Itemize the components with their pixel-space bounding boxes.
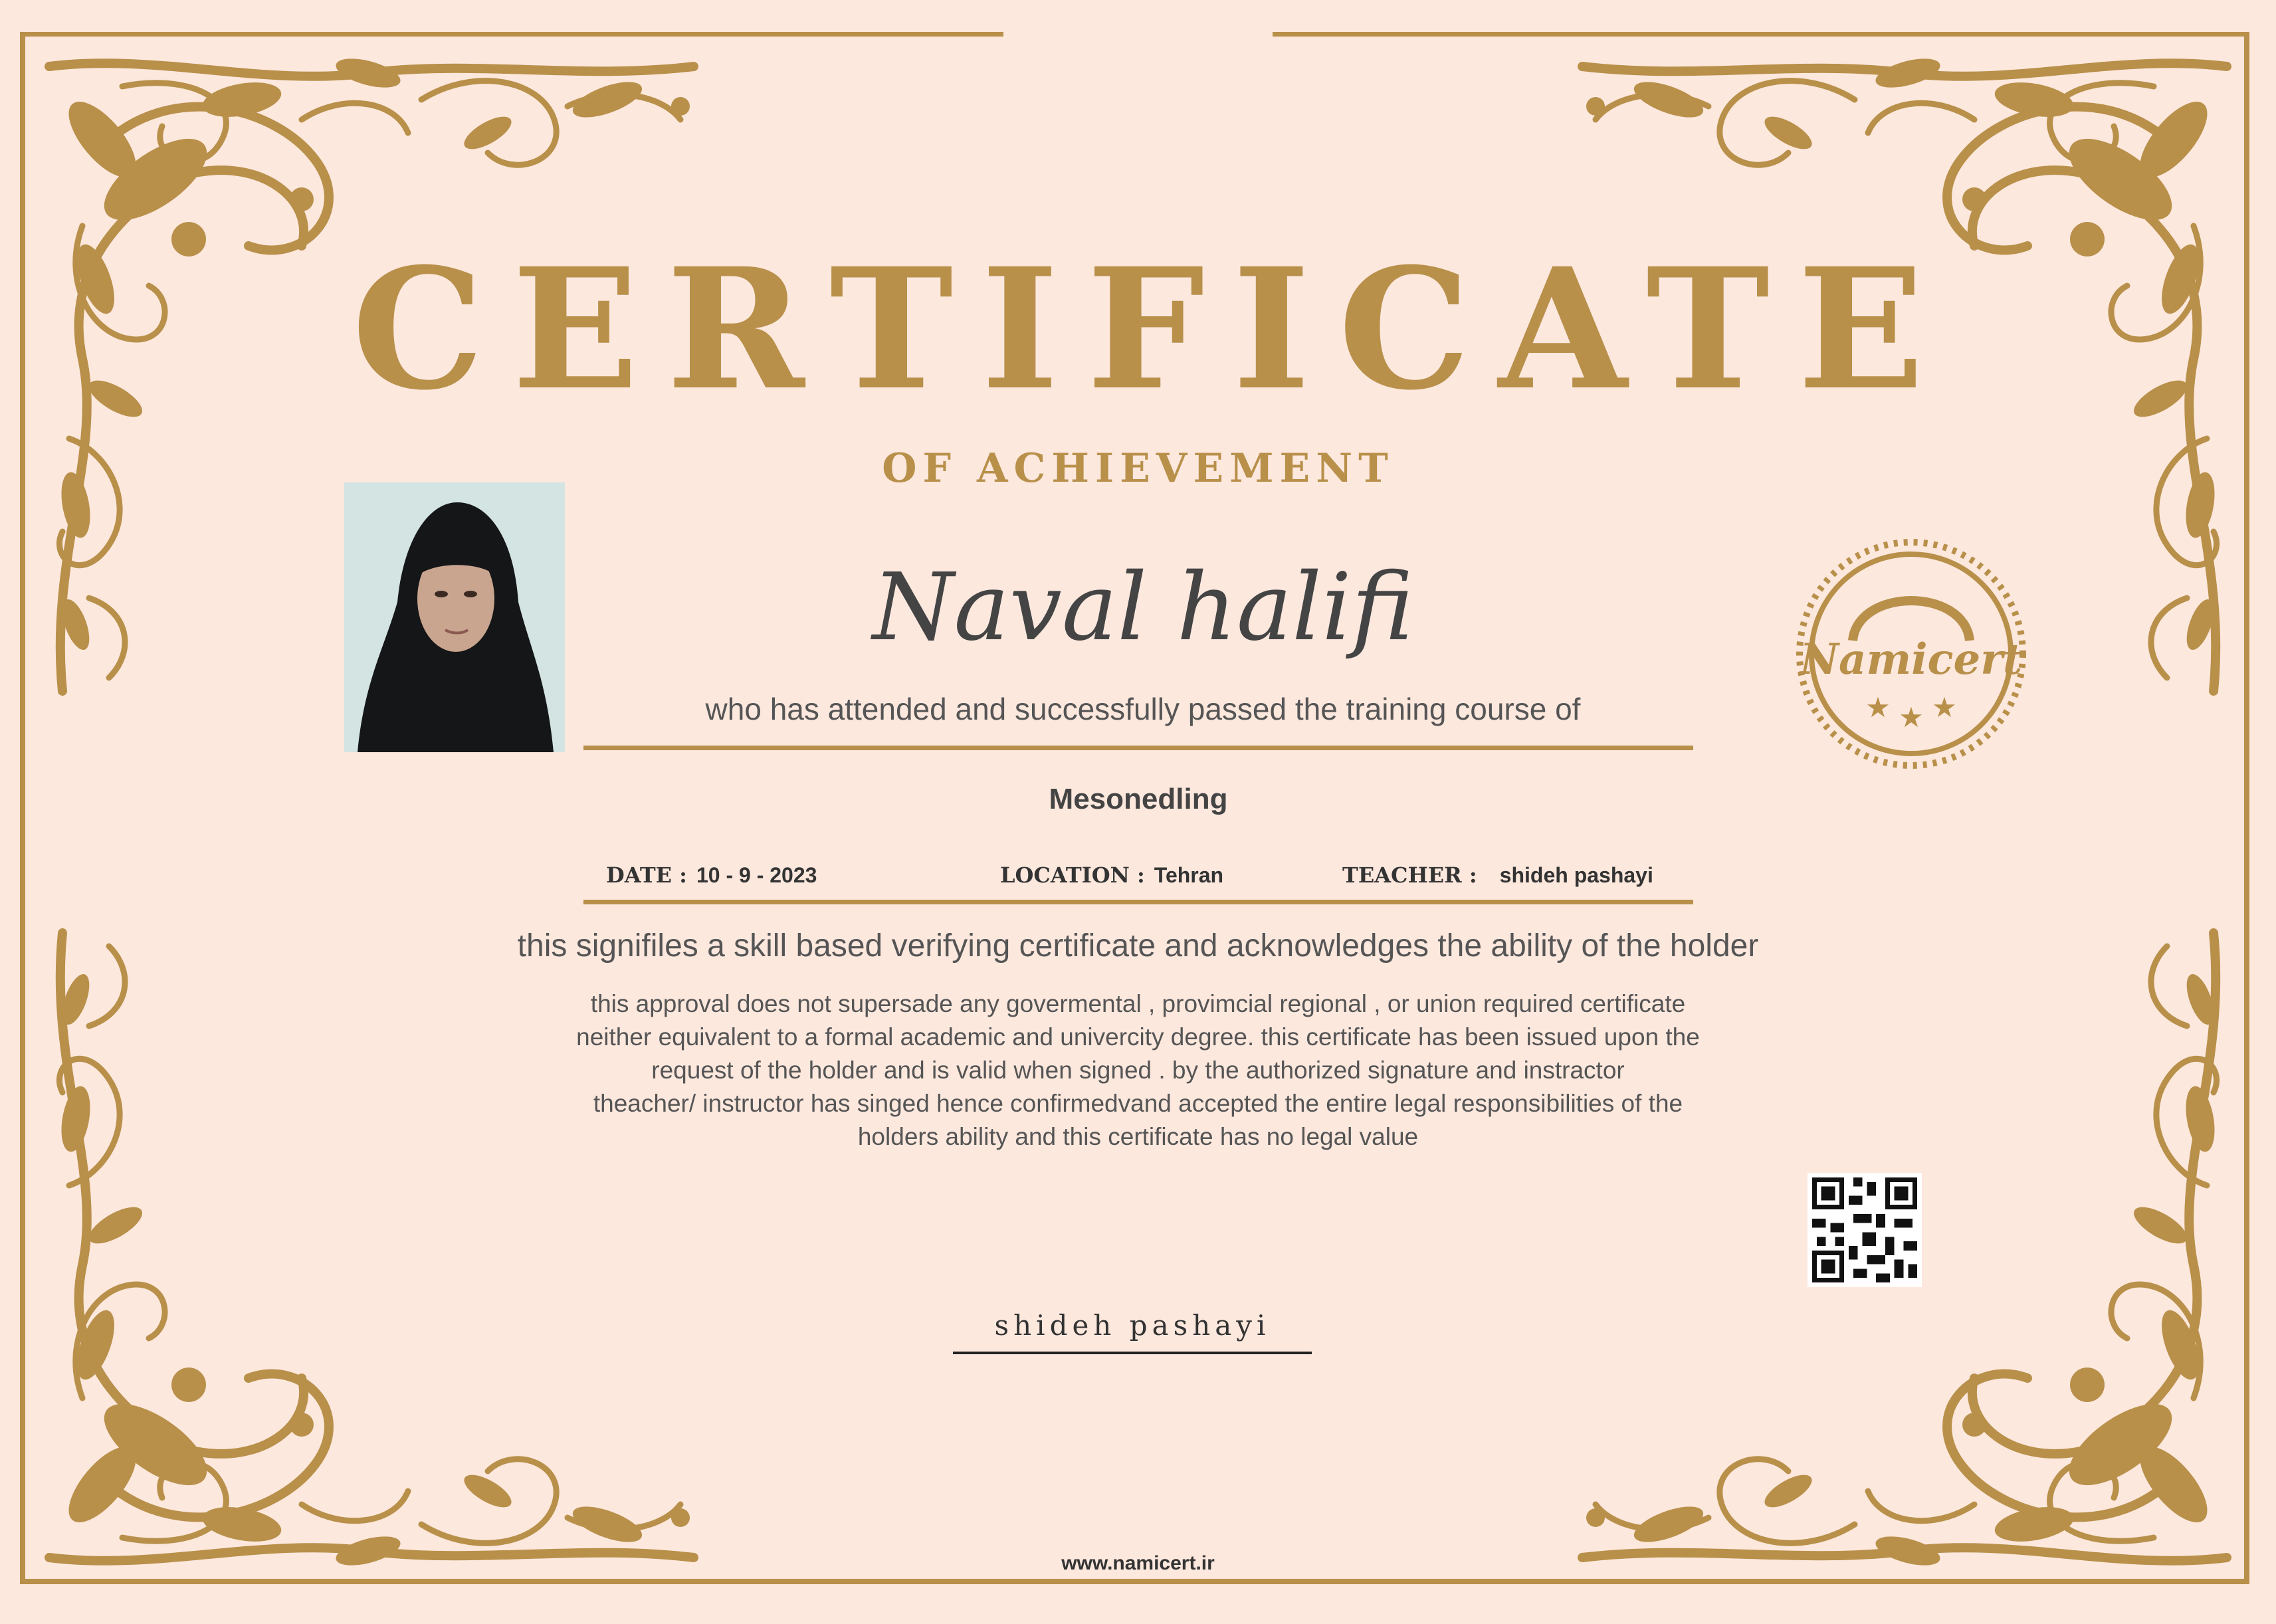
- teacher-label: TEACHER :: [1342, 863, 1477, 888]
- svg-text:★: ★: [1899, 701, 1924, 734]
- date-field: [606, 863, 817, 888]
- signature-line: [953, 1352, 1312, 1354]
- certificate-title: CERTIFICATE: [352, 231, 1952, 427]
- disclaimer-line: theacher/ instructor has singed hence confirmedvand accepted the entire legal responsibilities of the: [593, 1090, 1683, 1117]
- certificate-subtitle: OF ACHIEVEMENT: [882, 445, 1394, 492]
- date-label: DATE :: [606, 863, 687, 888]
- course-name: Mesonedling: [1049, 783, 1228, 815]
- disclaimer-text: [505, 987, 1771, 1154]
- divider-upper: [583, 746, 1693, 750]
- svg-text:★: ★: [1865, 691, 1891, 724]
- qr-code-icon: [1808, 1173, 1922, 1287]
- date-value: 10 - 9 - 2023: [696, 863, 817, 887]
- disclaimer-line: request of the holder and is valid when signed . by the authorized signature and instractor: [651, 1057, 1625, 1084]
- recipient-photo: [344, 482, 565, 752]
- teacher-value: shideh pashayi: [1499, 863, 1653, 887]
- namicert-seal-icon: [1792, 534, 2031, 773]
- seal-text: Namicert: [1800, 635, 2023, 684]
- svg-text:★: ★: [1932, 691, 1957, 724]
- signature-name: shideh pashayi: [994, 1309, 1271, 1342]
- signifies-statement: this signifiles a skill based verifying certificate and acknowledges the ability of the holder: [517, 928, 1759, 964]
- divider-lower: [583, 900, 1693, 904]
- website-link[interactable]: www.namicert.ir: [1061, 1552, 1215, 1574]
- disclaimer-line: neither equivalent to a formal academic and univercity degree. this certificate has been issued upon the: [576, 1023, 1700, 1051]
- disclaimer-line: holders ability and this certificate has no legal value: [857, 1123, 1419, 1150]
- teacher-field: [1342, 863, 1653, 888]
- location-value: Tehran: [1154, 863, 1224, 887]
- attended-statement: who has attended and successfully passed the training course of: [705, 692, 1581, 726]
- location-label: LOCATION :: [1000, 863, 1145, 888]
- location-field: [1000, 863, 1223, 888]
- recipient-name: Naval halifi: [872, 554, 1414, 662]
- disclaimer-line: this approval does not supersade any govermental , provimcial regional , or union required certificate: [590, 990, 1686, 1017]
